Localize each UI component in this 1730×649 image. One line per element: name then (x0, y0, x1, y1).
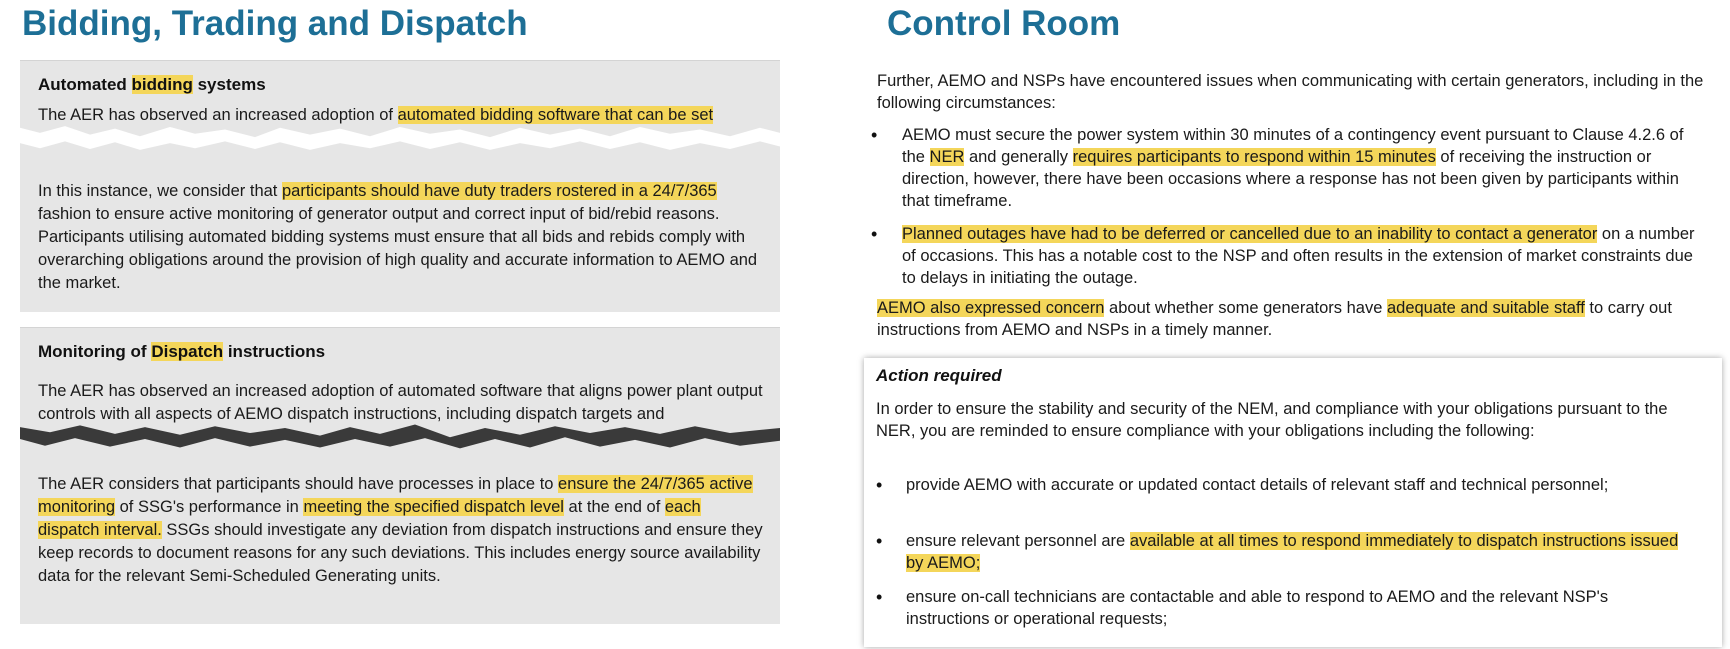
dispatch-monitoring-box (20, 327, 780, 624)
heading-text: Monitoring of (38, 342, 152, 361)
action-item-1: provide AEMO with accurate or updated contact details of relevant staff and technical personnel; (906, 476, 1609, 494)
highlight: adequate and suitable staff (1386, 299, 1585, 317)
heading-text: instructions (223, 342, 326, 361)
paragraph-text: to carry out instructions from AEMO and NSPs in a timely manner. (877, 299, 1672, 339)
paragraph-text: of receiving the instruction or direction, however, there have been occasions where a response has not been given by participants within that timeframe. (902, 148, 1679, 210)
bullet-glyph: • (871, 125, 878, 145)
control-room-paragraph-3 (877, 297, 1707, 341)
bullet-glyph: • (876, 531, 883, 551)
highlight: automated bidding software that can be set (397, 106, 714, 124)
paragraph-text: ensure relevant personnel are (906, 532, 1130, 550)
automated-bidding-box (20, 60, 780, 312)
dispatch-monitoring-paragraph-2 (38, 473, 766, 588)
paragraph-text: on a number of occasions. This has a notable cost to the NSP and often results in the extension of market constraints due to delays in initiating the outage. (902, 225, 1695, 287)
highlight: Dispatch (151, 342, 224, 361)
torn-paper-edge (20, 121, 780, 155)
bullet-glyph: • (876, 587, 883, 607)
paragraph-text: AEMO must secure the power system within 30 minutes of a contingency event pursuant to Clause 4.2.6 of the (902, 126, 1684, 166)
paragraph-text: of SSG's performance in (115, 498, 304, 516)
paragraph-text: The AER has observed an increased adoption of (38, 106, 398, 124)
action-required-heading: Action required (876, 366, 1002, 385)
control-room-bullet-1 (902, 124, 1710, 212)
highlight: requires participants to respond within 15 minutes (1072, 148, 1436, 166)
left-section-title: Bidding, Trading and Dispatch (22, 4, 528, 43)
paragraph-text: SSGs should investigate any deviation from dispatch instructions and ensure they keep records to document reasons for any such deviations. This includes energy source availability data for the relevant Semi-Scheduled Generating units. (38, 521, 763, 585)
automated-bidding-heading (38, 75, 766, 95)
highlight: available at all times to respond immediately to dispatch instructions issued by AEMO; (906, 532, 1679, 572)
action-item-3: ensure on-call technicians are contactable and able to respond to AEMO and the relevant NSP's instructions or operational requests; (906, 588, 1609, 628)
automated-bidding-paragraph-2 (38, 180, 766, 295)
highlight: bidding (131, 75, 193, 94)
bullet-glyph: • (876, 475, 883, 495)
highlight: ensure the 24/7/365 active monitoring (38, 475, 753, 516)
torn-paper-edge (20, 422, 780, 456)
paragraph-text: In this instance, we consider that (38, 182, 282, 200)
control-room-bullet-2 (902, 223, 1710, 289)
action-required-box (864, 358, 1722, 647)
highlight: NER (929, 148, 965, 166)
dispatch-monitoring-heading (38, 342, 766, 362)
highlight: each dispatch interval. (38, 498, 701, 539)
right-section-title: Control Room (887, 4, 1121, 43)
dispatch-monitoring-paragraph-1: The AER has observed an increased adoption of automated software that aligns power plant output controls with all aspects of AEMO dispatch instructions, including dispatch targets and (38, 382, 763, 423)
action-item-2 (906, 530, 1686, 574)
heading-text: systems (192, 75, 266, 94)
paragraph-text: at the end of (563, 498, 665, 516)
highlight: AEMO also expressed concern (877, 299, 1105, 317)
highlight: Planned outages have had to be deferred or cancelled due to an inability to contact a generator (902, 225, 1598, 243)
control-room-intro: Further, AEMO and NSPs have encountered issues when communicating with certain generators, including in the following circumstances: (877, 72, 1704, 112)
paragraph-text: fashion to ensure active monitoring of generator output and correct input of bid/rebid reasons. Participants utilising automated bidding systems must ensure that all bids and rebids comply with overarching obligations around the provision of high quality and accurate information to AEMO and the market. (38, 205, 758, 292)
paragraph-text: The AER considers that participants should have processes in place to (38, 475, 559, 493)
highlight: participants should have duty traders rostered in a 24/7/365 (281, 182, 717, 200)
paragraph-text: and generally (964, 148, 1073, 166)
bullet-glyph: • (871, 224, 878, 244)
paragraph-text: about whether some generators have (1104, 299, 1387, 317)
highlight: meeting the specified dispatch level (303, 498, 564, 516)
heading-text: Automated (38, 75, 132, 94)
action-required-intro: In order to ensure the stability and security of the NEM, and compliance with your obligations pursuant to the NER, you are reminded to ensure compliance with your obligations including the following: (876, 400, 1668, 440)
